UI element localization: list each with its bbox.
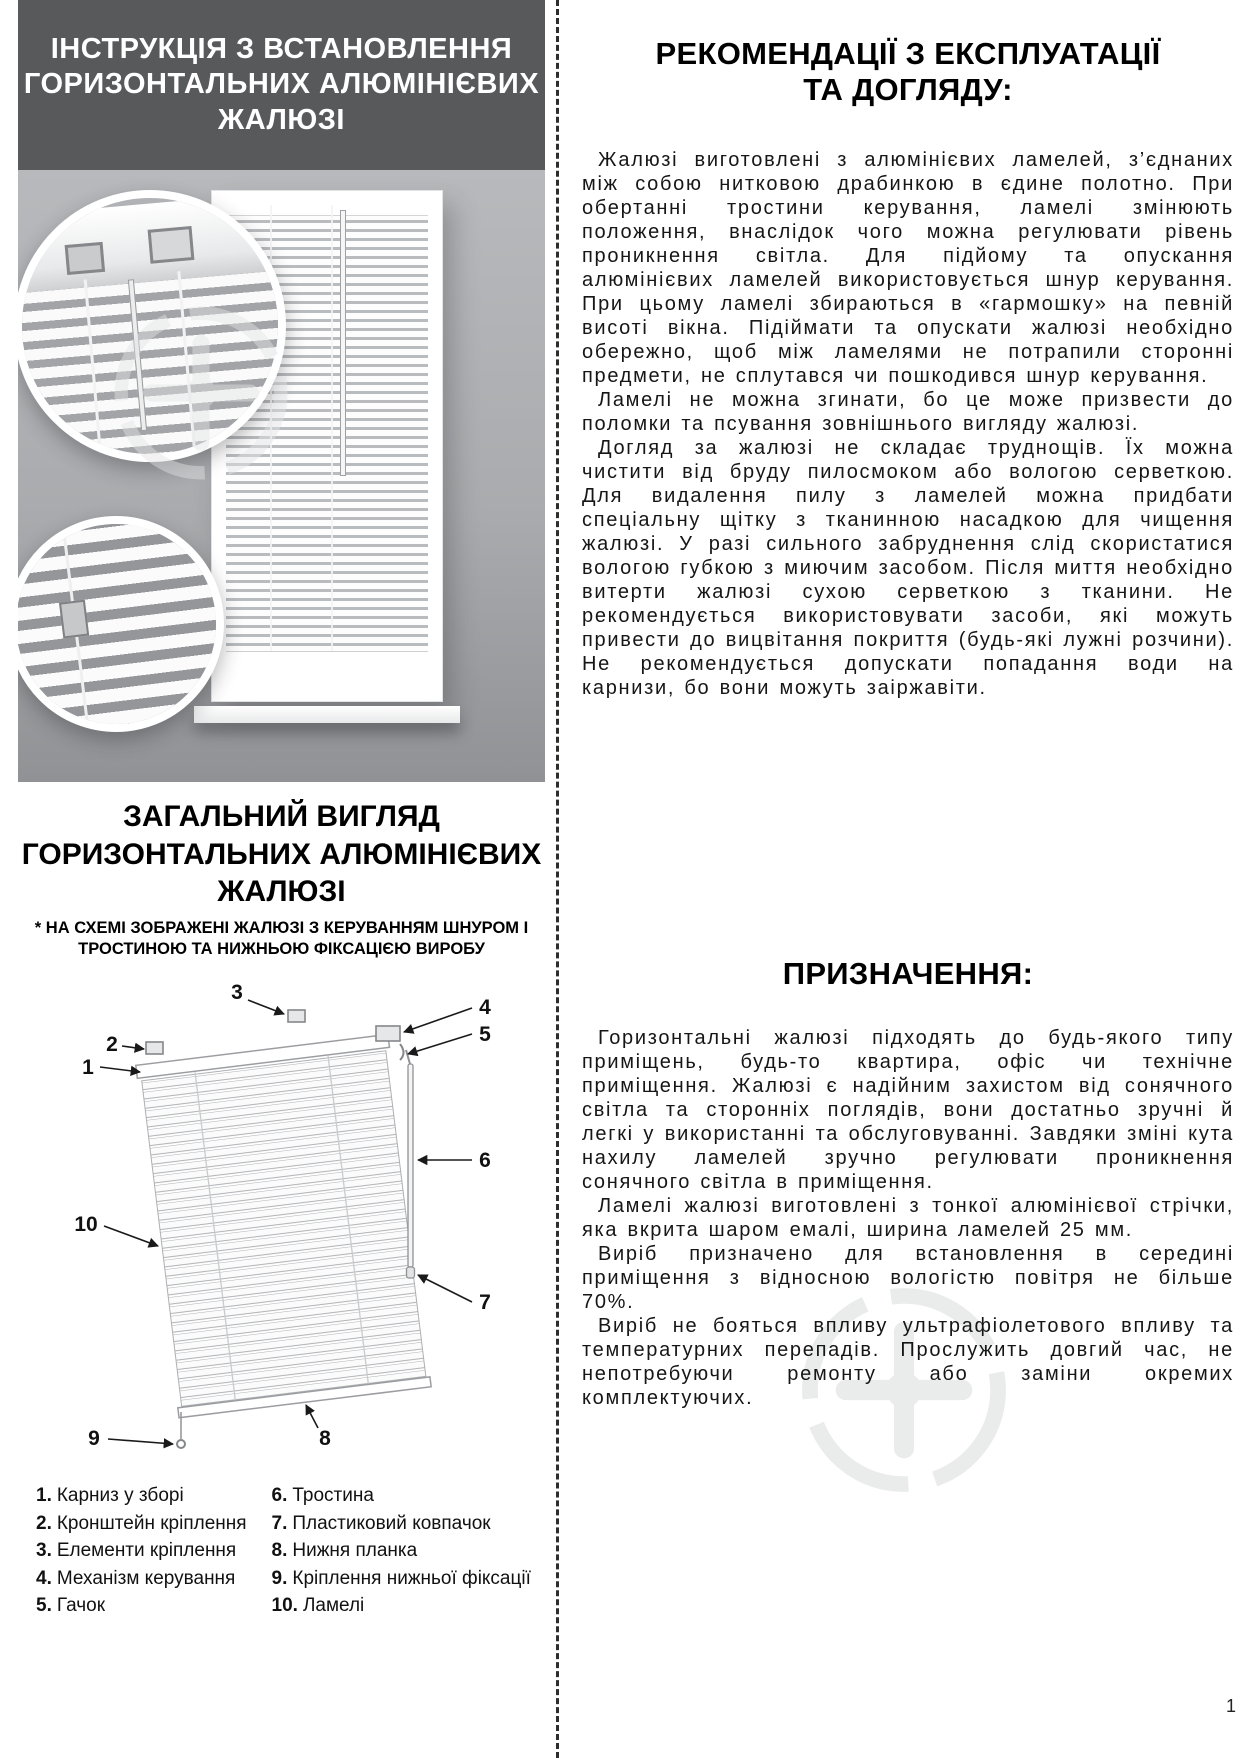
- legend-item-number: 7.: [271, 1512, 288, 1534]
- callout-circle-top: [18, 190, 286, 462]
- diagram-callout-7: 7: [479, 1291, 491, 1314]
- purpose-paragraph: Виріб не бояться впливу ультрафіолетового впливу та температурних перепадів. Прослужить довгий час, не непотребуючи ремонту або заміни окремих комплектуючих.: [582, 1315, 1234, 1409]
- overview-note-line: * НА СХЕМІ ЗОБРАЖЕНІ ЖАЛЮЗІ З КЕРУВАННЯМ ШНУРОМ І: [34, 919, 529, 937]
- legend-item: [272, 1565, 548, 1593]
- diagram-callout-3: 3: [231, 981, 243, 1004]
- window-sill: [194, 706, 460, 723]
- care-paragraph: Ламелі не можна згинати, бо це може призвести до поломки та псування зовнішнього вигляду жалюзі.: [582, 389, 1234, 435]
- diagram-callout-6: 6: [479, 1149, 491, 1172]
- legend-item: [36, 1482, 272, 1510]
- legend-item-number: 5.: [36, 1595, 52, 1616]
- legend-item: [36, 1565, 272, 1593]
- legend-item-label: Кронштейн кріплення: [56, 1512, 247, 1534]
- diagram-callout-5: 5: [479, 1023, 491, 1046]
- diagram-callout-1: 1: [82, 1056, 94, 1079]
- banner-title-line: ГОРИЗОНТАЛЬНИХ АЛЮМІНІЄВИХ: [23, 68, 540, 101]
- purpose-heading: [578, 956, 1238, 992]
- slats-closeup: [18, 269, 286, 462]
- blinds-wand: [341, 211, 345, 475]
- purpose-heading-line: ПРИЗНАЧЕННЯ:: [782, 956, 1034, 991]
- window-illustration: [18, 170, 545, 782]
- callout-bottom-content: [18, 516, 224, 732]
- diagram-callout-4: 4: [479, 996, 491, 1019]
- care-heading-line: РЕКОМЕНДАЦІЇ З ЕКСПЛУАТАЦІЇ: [655, 36, 1161, 71]
- legend-column-1: [36, 1482, 272, 1620]
- diagram-callout-10: 10: [74, 1213, 98, 1236]
- diagram-callout-2: 2: [106, 1033, 118, 1056]
- care-heading: [578, 36, 1238, 108]
- legend-item-label: Нижня планка: [292, 1540, 418, 1561]
- legend-item-label: Карниз у зборі: [56, 1485, 184, 1506]
- overview-heading-line: ЗАГАЛЬНИЙ ВИГЛЯД: [123, 800, 440, 833]
- diagram-callout-8: 8: [319, 1427, 331, 1450]
- care-text: [582, 148, 1234, 700]
- legend-item-number: 4.: [36, 1567, 52, 1589]
- bracket-icon: [59, 600, 89, 639]
- purpose-paragraph: Ламелі жалюзі виготовлені з тонкої алюмінієвої стрічки, яка вкрита шаром емалі, ширина ламелей 25 мм.: [582, 1195, 1234, 1241]
- legend-item-number: 3.: [36, 1540, 52, 1561]
- legend-item: [36, 1510, 272, 1538]
- legend: [36, 1482, 548, 1620]
- legend-item: [272, 1482, 548, 1510]
- instruction-banner: [18, 0, 545, 170]
- bracket-icon: [148, 226, 195, 264]
- legend-item: [36, 1592, 272, 1620]
- blinds-body: [136, 1034, 431, 1417]
- legend-item-number: 9.: [271, 1567, 288, 1589]
- blinds-bottom-rail: [226, 651, 428, 660]
- hook-icon: [400, 1044, 404, 1060]
- legend-item-number: 1.: [36, 1485, 52, 1506]
- care-paragraph: Догляд за жалюзі не складає труднощів. Їх можна чистити від бруду пилосмоком або вологою серветкою. Для видалення пилу з ламелей можна придбати спеціальну щітку з тканинною насадкою для чищення жалюзі. У разі сильного забруднення слід скористатися вологою губкою з миючим засобом. Після миття необхідно витерти жалюзі сухою серветкою з тканини. Не рекомендується використовувати засоби, які можуть привести до вицвітання покриття (будь-які лужні розчини). Не рекомендується допускати попадання води на карнизи, бо вони можуть заіржавіти.: [582, 437, 1234, 699]
- legend-item: [272, 1592, 548, 1620]
- legend-item: [272, 1537, 548, 1565]
- legend-item-label: Елементи кріплення: [56, 1540, 237, 1561]
- page-number: 1: [1226, 1696, 1237, 1716]
- cord-line: [331, 205, 333, 660]
- legend-item-label: Гачок: [56, 1595, 106, 1616]
- overview-heading: [18, 798, 545, 911]
- callout-top-content: [18, 190, 286, 462]
- legend-column-2: [272, 1482, 548, 1620]
- blinds-diagram: [28, 972, 543, 1472]
- overview-heading-line: ГОРИЗОНТАЛЬНИХ АЛЮМІНІЄВИХ: [21, 837, 542, 871]
- diagram-callout-9: 9: [88, 1427, 100, 1450]
- banner-title-line: ІНСТРУКЦІЯ З ВСТАНОВЛЕННЯ: [50, 32, 513, 65]
- legend-item-label: Ламелі: [302, 1595, 365, 1616]
- legend-item-label: Пластиковий ковпачок: [292, 1512, 491, 1534]
- legend-item-number: 10.: [271, 1595, 298, 1616]
- legend-item: [36, 1537, 272, 1565]
- legend-item: [272, 1510, 548, 1538]
- bracket-icon: [65, 242, 105, 275]
- purpose-paragraph: Виріб призначено для встановлення в середині приміщення з відносною вологістю повітря не більше 70%.: [582, 1243, 1234, 1313]
- overview-heading-line: ЖАЛЮЗІ: [217, 875, 346, 908]
- overview-note: [18, 918, 545, 961]
- callout-circle-bottom: [18, 516, 224, 732]
- legend-item-label: Тростина: [292, 1485, 374, 1506]
- legend-item-number: 6.: [271, 1485, 288, 1506]
- legend-item-label: Кріплення нижньої фіксації: [292, 1567, 531, 1589]
- legend-item-number: 8.: [271, 1540, 288, 1561]
- banner-title-line: ЖАЛЮЗІ: [218, 103, 345, 136]
- purpose-text: [582, 1026, 1234, 1410]
- care-heading-line: ТА ДОГЛЯДУ:: [803, 71, 1013, 107]
- legend-item-label: Механізм керування: [56, 1567, 236, 1589]
- legend-item-number: 2.: [36, 1512, 52, 1534]
- column-divider: [556, 0, 559, 1758]
- care-paragraph: Жалюзі виготовлені з алюмінієвих ламелей, з’єднаних між собою нитковою драбинкою в єдине полотно. При обертанні тростини керування, ламелі змінюють положення, внаслідок чого можна регулювати рівень проникнення світла. Для підйому та опускання алюмінієвих ламелей використовується шнур керування. При цьому ламелі збираються в «гармошку» на певній висоті вікна. Підіймати та опускати жалюзі необхідно обережно, щоб між ламелями не потрапили сторонні предмети, не сплутався чи пошкодився шнур керування.: [582, 149, 1234, 387]
- purpose-paragraph: Горизонтальні жалюзі підходять до будь-якого типу приміщень, будь-то квартира, офіс чи технічне приміщення. Жалюзі є надійним захистом від сонячного світла та сторонніх поглядів, вони достатньо зручні й легкі у використанні та обслуговуванні. Завдяки зміні кута нахилу ламелей зручно регулювати проникнення сонячного світла в приміщення.: [582, 1027, 1234, 1193]
- overview-note-line: ТРОСТИНОЮ ТА НИЖНЬОЮ ФІКСАЦІЄЮ ВИРОБУ: [78, 940, 485, 959]
